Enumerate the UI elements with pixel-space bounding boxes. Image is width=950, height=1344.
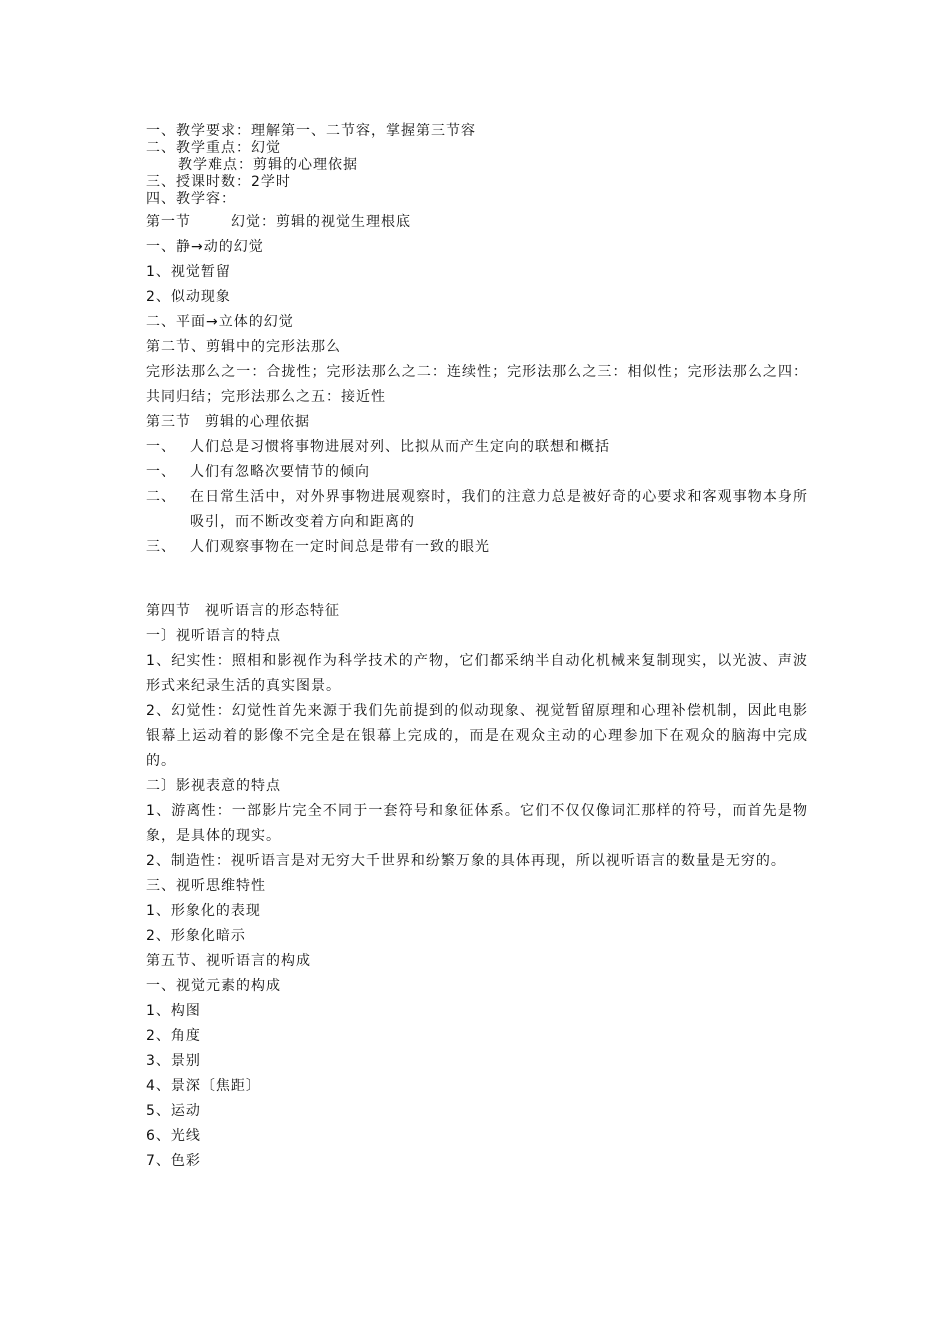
teaching-requirement: 一、教学要求：理解第一、二节容，掌握第三节容 (146, 123, 476, 139)
section2-paragraph: 完形法那么之一：合拢性；完形法那么之二：连续性；完形法那么之三：相似性；完形法那么之四：共同归结；完形法那么之五：接近性 (146, 364, 808, 405)
blank-gap (146, 560, 808, 599)
section5-line: 5、运动 (146, 1103, 201, 1119)
section5-line: 1、构图 (146, 1003, 201, 1019)
section3-item: 一、 人们有忽略次要情节的倾向 (146, 464, 370, 480)
section4-title: 视听语言的形态特征 (205, 603, 340, 619)
section4-block: 1、纪实性：照相和影视作为科学技术的产物，它们都采纳半自动化机械来复制现实，以光波、声波形式来纪录生活的真实图景。 (146, 653, 808, 694)
section1-number: 第一节 (146, 214, 191, 230)
teaching-difficulty: 教学难点：剪辑的心理依据 (178, 157, 358, 173)
section5-line: 7、色彩 (146, 1153, 201, 1169)
section4-block: 一〕视听语言的特点 (146, 628, 281, 644)
section1-line: 二、平面→立体的幻觉 (146, 314, 294, 330)
section5-line: 3、景别 (146, 1053, 201, 1069)
section4-heading (146, 599, 808, 624)
header-block (146, 123, 808, 208)
section4-block: 1、形象化的表现 (146, 903, 261, 919)
section4-block: 1、游离性：一部影片完全不同于一套符号和象征体系。它们不仅仅像词汇那样的符号，而首先是物象，是具体的现实。 (146, 803, 808, 844)
section3-item: 二、 在日常生活中，对外界事物进展观察时，我们的注意力总是被好奇的心要求和客观事物本身所吸引，而不断改变着方向和距离的 (146, 489, 808, 530)
section1-line: 2、似动现象 (146, 289, 231, 305)
section1-line: 1、视觉暂留 (146, 264, 231, 280)
section4-number: 第四节 (146, 603, 191, 619)
section4-block: 2、制造性：视听语言是对无穷大千世界和纷繁万象的具体再现，所以视听语言的数量是无穷的。 (146, 853, 786, 869)
section1-heading (146, 210, 808, 235)
section4-block: 2、形象化暗示 (146, 928, 246, 944)
section1-title: 幻觉：剪辑的视觉生理根底 (231, 214, 411, 230)
teaching-key-point: 二、教学重点：幻觉 (146, 140, 281, 156)
section3-heading (146, 410, 808, 435)
section3-number: 第三节 (146, 414, 191, 430)
teaching-hours: 三、授课时数：2学时 (146, 174, 291, 190)
section4-block: 三、视听思维特性 (146, 878, 266, 894)
section5-line: 6、光线 (146, 1128, 201, 1144)
section3-item: 三、 人们观察事物在一定时间总是带有一致的眼光 (146, 539, 490, 555)
section4-block: 二〕影视表意的特点 (146, 778, 281, 794)
section5-line: 2、角度 (146, 1028, 201, 1044)
section3-title: 剪辑的心理依据 (205, 414, 310, 430)
section5-line: 4、景深〔焦距〕 (146, 1078, 261, 1094)
section4-block: 2、幻觉性：幻觉性首先来源于我们先前提到的似动现象、视觉暂留原理和心理补偿机制，因此电影银幕上运动着的影像不完全是在银幕上完成的，而是在观众主动的心理参加下在观众的脑海中完成的。 (146, 703, 808, 769)
document-page (146, 123, 808, 1174)
section5-heading: 第五节、视听语言的构成 (146, 953, 311, 969)
section3-item: 一、 人们总是习惯将事物进展对列、比拟从而产生定向的联想和概括 (146, 439, 610, 455)
section5-line: 一、视觉元素的构成 (146, 978, 281, 994)
section1-line: 一、静→动的幻觉 (146, 239, 264, 255)
section2-heading: 第二节、剪辑中的完形法那么 (146, 339, 341, 355)
teaching-content: 四、教学容： (146, 191, 236, 207)
